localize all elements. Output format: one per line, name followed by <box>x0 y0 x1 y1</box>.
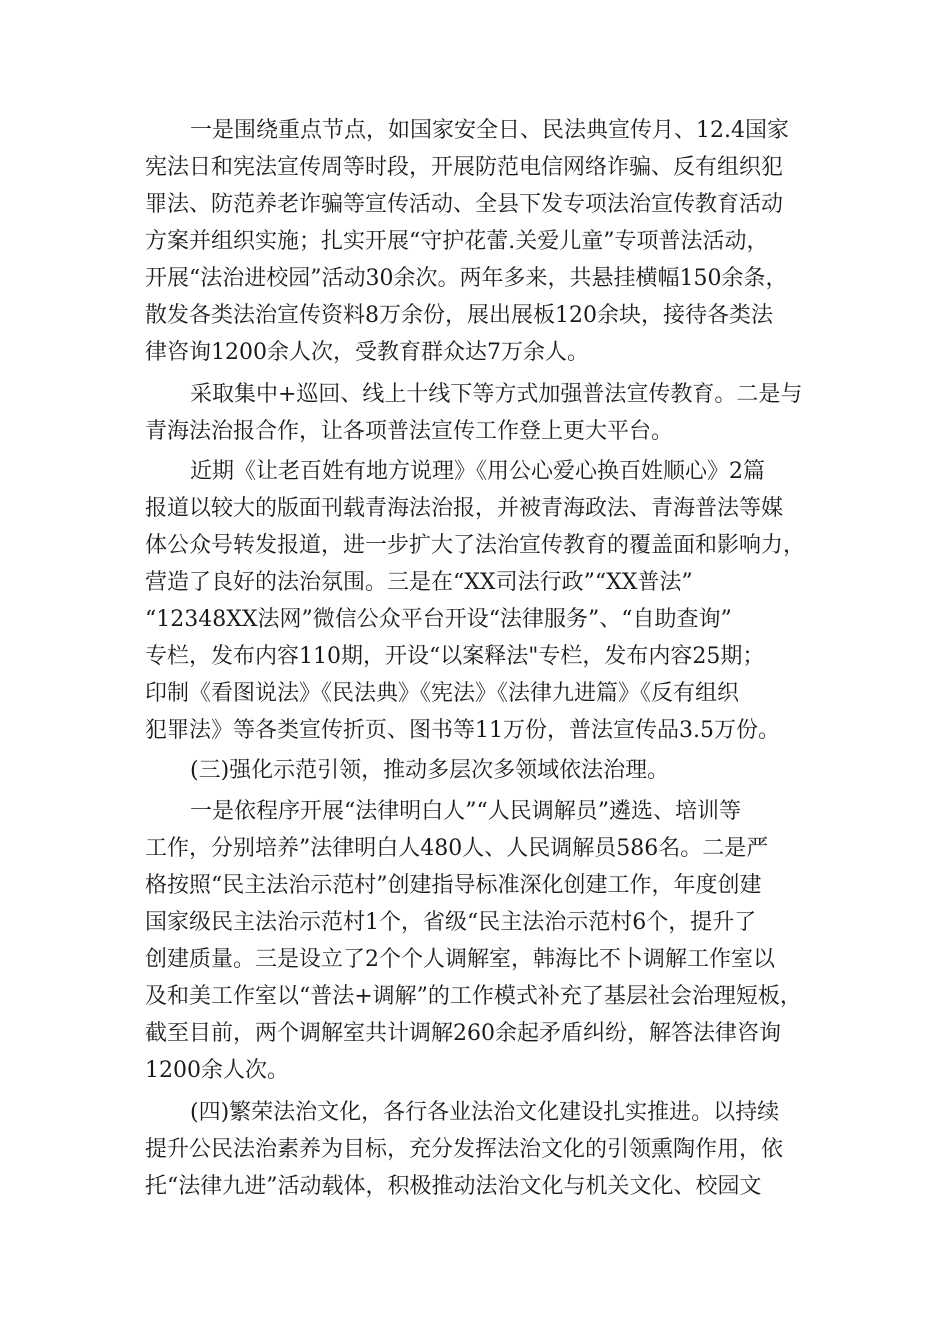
text-line: 宪法日和宪法宣传周等时段，开展防范电信网络诈骗、反有组织犯 <box>145 155 784 180</box>
text-line: 营造了良好的法治氛围。三是在“XX司法行政”“XX普法” <box>145 570 693 595</box>
text-line: 专栏，发布内容110期，开设“以案释法"专栏，发布内容25期； <box>145 644 765 669</box>
text-line: 工作，分别培养”法律明白人480人、人民调解员586名。二是严 <box>145 836 769 861</box>
text-line: 近期《让老百姓有地方说理》《用公心爱心换百姓顺心》2篇 <box>190 459 765 484</box>
text-line: 截至目前，两个调解室共计调解260余起矛盾纠纷，解答法律咨询 <box>145 1021 781 1046</box>
text-line: 采取集中+巡回、线上十线下等方式加强普法宣传教育。二是与 <box>190 382 803 407</box>
text-line: 及和美工作室以“普法+调解”的工作模式补充了基层社会治理短板， <box>145 984 802 1009</box>
text-line: 格按照“民主法治示范村”创建指导标准深化创建工作，年度创建 <box>145 873 762 898</box>
text-line: 律咨询1200余人次，受教育群众达7万余人。 <box>145 340 589 365</box>
text-line: 体公众号转发报道，进一步扩大了法治宣传教育的覆盖面和影响力， <box>145 533 806 558</box>
text-line: 方案并组织实施；扎实开展“守护花蕾.关爱儿童”专项普法活动， <box>145 229 769 254</box>
text-line: 犯罪法》等各类宣传折页、图书等11万份，普法宣传品3.5万份。 <box>145 718 780 743</box>
text-line: “12348XX法网”微信公众平台开设“法律服务”、“自助查询” <box>145 607 732 632</box>
text-line: 1200余人次。 <box>145 1058 289 1083</box>
text-line: 青海法治报合作，让各项普法宣传工作登上更大平台。 <box>145 419 674 444</box>
text-line: 一是依程序开展“法律明白人”“人民调解员”遴选、培训等 <box>190 799 741 824</box>
text-line: 提升公民法治素养为目标，充分发挥法治文化的引领熏陶作用，依 <box>145 1137 784 1162</box>
text-line: 托“法律九进”活动载体，积极推动法治文化与机关文化、校园文 <box>145 1174 762 1199</box>
text-line: 一是围绕重点节点，如国家安全日、民法典宣传月、12.4国家 <box>190 118 789 143</box>
section-heading: (四)繁荣法治文化，各行各业法治文化建设扎实推进。以持续 <box>190 1100 780 1125</box>
text-line: 散发各类法治宣传资料8万余份，展出展板120余块，接待各类法 <box>145 303 773 328</box>
text-line: 国家级民主法治示范村1个，省级“民主法治示范村6个，提升了 <box>145 910 757 935</box>
text-line: 报道以较大的版面刊载青海法治报，并被青海政法、青海普法等媒 <box>145 496 784 521</box>
text-line: 创建质量。三是设立了2个个人调解室，韩海比不卜调解工作室以 <box>145 947 775 972</box>
section-heading: (三)强化示范引领，推动多层次多领域依法治理。 <box>190 758 670 783</box>
text-line: 罪法、防范养老诈骗等宣传活动、全县下发专项法治宣传教育活动 <box>145 192 784 217</box>
text-line: 开展“法治进校园”活动30余次。两年多来，共悬挂横幅150余条， <box>145 266 788 291</box>
text-line: 印制《看图说法》《民法典》《宪法》《法律九进篇》《反有组织 <box>145 681 740 706</box>
